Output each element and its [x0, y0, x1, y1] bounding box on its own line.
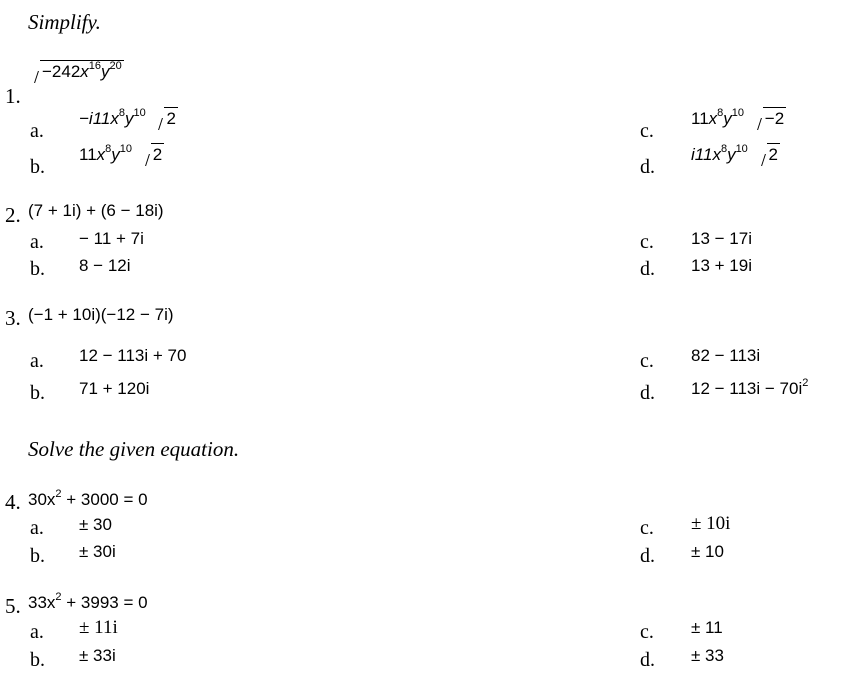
question-1-choice-a[interactable]: $-i11x^8y^{10}$ 2: [79, 107, 176, 128]
question-5-prompt: $33x^2 + 3993 = 0$: [28, 591, 148, 612]
question-2-choice-c-letter: c.: [640, 231, 654, 253]
question-5-choice-d-letter: d.: [640, 649, 655, 671]
question-5-choice-d[interactable]: ± 33: [691, 646, 724, 665]
question-1-prompt: [26, 62, 124, 82]
question-3-choice-b[interactable]: 71 + 120i: [79, 379, 150, 398]
question-4-choice-b[interactable]: ± 30i: [79, 542, 116, 561]
question-3-choice-b-letter: b.: [30, 382, 45, 404]
section-instruction-solve: Solve the given equation.: [28, 437, 240, 461]
question-2-choice-c[interactable]: 13 − 17i: [691, 229, 752, 248]
question-3-prompt: (−1 + 10i)(−12 − 7i): [28, 305, 174, 324]
question-5-choice-b[interactable]: ± 33i: [79, 646, 116, 665]
radical-sign: $-242x^{16}y^{20}$: [26, 62, 124, 82]
question-2-choice-d-letter: d.: [640, 258, 655, 280]
question-5-choice-c[interactable]: ± 11: [691, 618, 723, 637]
question-1-choice-b-letter: b.: [30, 156, 45, 178]
question-4-number: 4.: [5, 490, 21, 514]
question-5-choice-a[interactable]: ± 11i: [79, 617, 118, 638]
question-4-choice-b-letter: b.: [30, 545, 45, 567]
question-1-number: 1.: [5, 84, 21, 108]
question-3-choice-d[interactable]: $12 - 113i - 70i^2$: [691, 377, 809, 398]
radical-sign: 2: [137, 145, 164, 165]
question-3-choice-c[interactable]: 82 − 113i: [691, 346, 761, 365]
question-2-prompt: (7 + 1i) + (6 − 18i): [28, 201, 164, 220]
question-3-choice-a-letter: a.: [30, 350, 44, 372]
question-1-choice-a-letter: a.: [30, 120, 44, 142]
question-2-choice-d[interactable]: 13 + 19i: [691, 256, 752, 275]
question-2-number: 2.: [5, 203, 21, 227]
radical-sign: 2: [753, 145, 780, 165]
question-4-choice-c[interactable]: ± 10i: [691, 513, 731, 534]
question-4-choice-a-letter: a.: [30, 517, 44, 539]
question-3-choice-d-letter: d.: [640, 382, 655, 404]
question-1-choice-d[interactable]: $i11x^8y^{10}$ 2: [691, 143, 779, 164]
question-4-prompt: $30x^2 + 3000 = 0$: [28, 488, 148, 509]
radical-sign: 2: [150, 109, 177, 129]
question-1-choice-c[interactable]: $11x^8y^{10} -2$: [691, 107, 785, 128]
question-4-choice-d-letter: d.: [640, 545, 655, 567]
question-5-choice-a-letter: a.: [30, 621, 44, 643]
question-4-choice-c-letter: c.: [640, 517, 654, 539]
question-5-number: 5.: [5, 594, 21, 618]
question-2-choice-a-letter: a.: [30, 231, 44, 253]
question-3-number: 3.: [5, 306, 21, 330]
question-3-choice-a[interactable]: 12 − 113i + 70: [79, 346, 187, 365]
question-3-choice-c-letter: c.: [640, 350, 654, 372]
question-2-choice-b[interactable]: 8 − 12i: [79, 256, 131, 275]
question-4-choice-d[interactable]: ± 10: [691, 542, 724, 561]
question-1-choice-d-letter: d.: [640, 156, 655, 178]
question-2-choice-a[interactable]: − 11 + 7i: [79, 229, 144, 248]
question-5-choice-c-letter: c.: [640, 621, 654, 643]
question-4-choice-a[interactable]: ± 30: [79, 515, 112, 534]
question-5-choice-b-letter: b.: [30, 649, 45, 671]
question-1-choice-c-letter: c.: [640, 120, 654, 142]
section-instruction-simplify: Simplify.: [28, 10, 101, 34]
question-2-choice-b-letter: b.: [30, 258, 45, 280]
question-1-choice-b[interactable]: $11x^8y^{10}$ 2: [79, 143, 163, 164]
radical-sign: −2: [749, 109, 786, 129]
